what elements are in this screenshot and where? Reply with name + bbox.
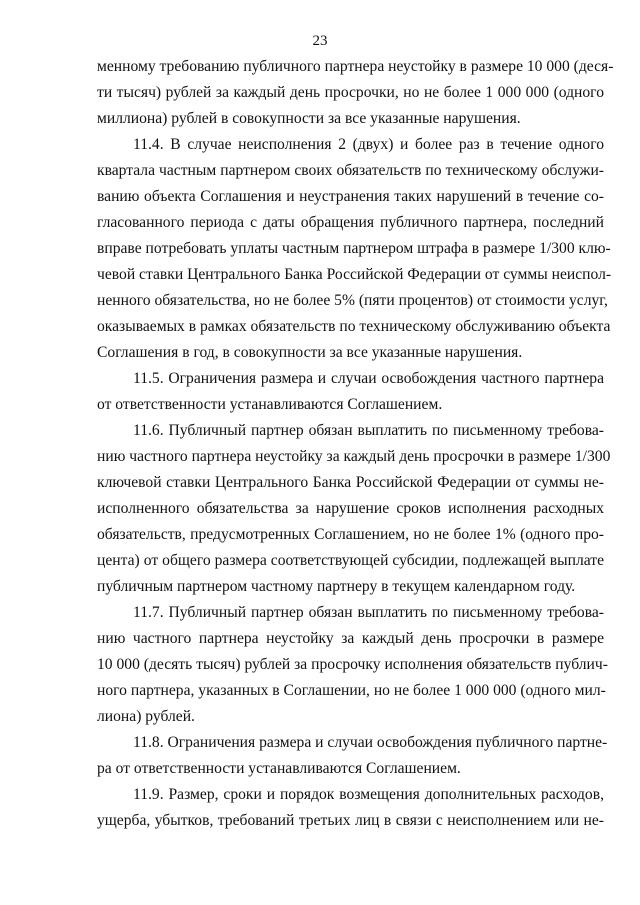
text-line: публичным партнером частному партнеру в текущем календарном году. [97, 578, 576, 595]
text-line: 11.6. Публичный партнер обязан выплатить по письменному требова- [133, 422, 604, 439]
text-line: менному требованию публичного партнера неустойку в размере 10 000 (деся- [97, 58, 614, 75]
text-line: вправе потребовать уплаты частным партнером штрафа в размере 1/300 клю- [97, 240, 611, 257]
text-line: чевой ставки Центрального Банка Российской Федерации от суммы неиспол- [97, 266, 612, 283]
page-number: 23 [312, 33, 328, 49]
text-line: ущерба, убытков, требований третьих лиц в связи с неисполнением или не- [97, 812, 604, 829]
text-line: 11.8. Ограничения размера и случаи освобождения публичного партне- [133, 734, 608, 751]
text-line: Соглашения в год, в совокупности за все указанные нарушения. [97, 344, 523, 361]
text-line: цента) от общего размера соответствующей субсидии, подлежащей выплате [97, 552, 604, 569]
text-line: нию частного партнера неустойку за каждый день просрочки в размере [97, 630, 604, 647]
text-line: квартала частным партнером своих обязательств по техническому обслужи- [97, 162, 604, 179]
text-line: нию частного партнера неустойку за каждый день просрочки в размере 1/300 [97, 448, 611, 465]
text-line: ного партнера, указанных в Соглашении, но не более 1 000 000 (одного мил- [97, 682, 606, 699]
text-line: ра от ответственности устанавливаются Соглашением. [97, 760, 461, 777]
text-line: ти тысяч) рублей за каждый день просрочки, но не более 1 000 000 (одного [97, 84, 604, 101]
text-line: 11.7. Публичный партнер обязан выплатить по письменному требова- [133, 604, 604, 621]
text-line: обязательств, предусмотренных Соглашением, но не более 1% (одного про- [97, 526, 604, 543]
text-line: исполненного обязательства за нарушение сроков исполнения расходных [97, 500, 604, 517]
text-line: 11.4. В случае неисполнения 2 (двух) и более раз в течение одного [133, 136, 604, 153]
text-line: 11.5. Ограничения размера и случаи освобождения частного партнера [133, 370, 604, 387]
text-line: ненного обязательства, но не более 5% (пяти процентов) от стоимости услуг, [97, 292, 608, 309]
text-line: ванию объекта Соглашения и неустранения таких нарушений в течение со- [97, 188, 604, 205]
text-line: 11.9. Размер, сроки и порядок возмещения дополнительных расходов, [133, 786, 604, 803]
text-line: 10 000 (десять тысяч) рублей за просрочку исполнения обязательств публич- [97, 656, 608, 673]
text-line: миллиона) рублей в совокупности за все указанные нарушения. [97, 110, 521, 127]
text-line: ключевой ставки Центрального Банка Российской Федерации от суммы не- [97, 474, 604, 491]
text-line: оказываемых в рамках обязательств по техническому обслуживанию объекта [97, 318, 611, 335]
text-line: лиона) рублей. [97, 708, 195, 725]
text-line: от ответственности устанавливаются Соглашением. [97, 396, 443, 413]
text-line: гласованного периода с даты обращения публичного партнера, последний [97, 214, 604, 231]
